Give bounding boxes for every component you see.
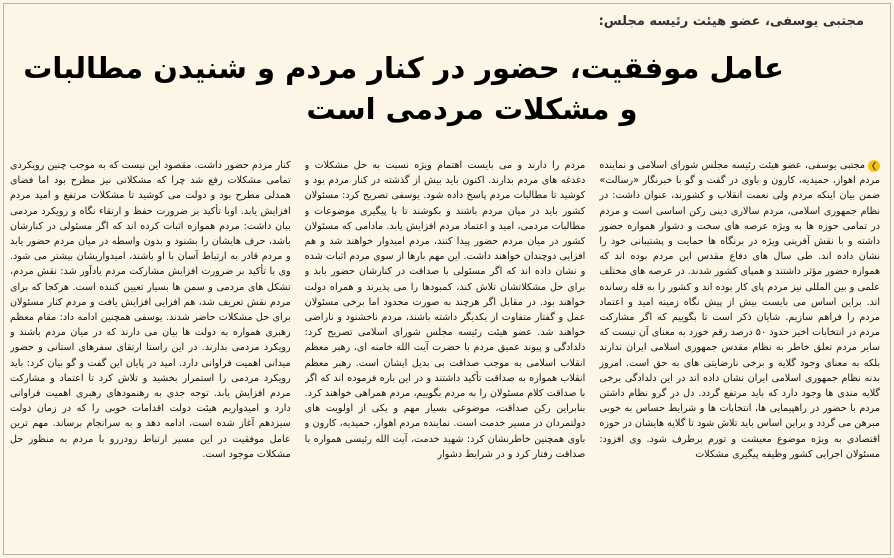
headline-line-1: عامل موفقیت، حضور در کنار مردم و شنیدن مطالبات [23, 51, 784, 85]
article-kicker: مجتبی یوسفی، عضو هیئت رئیسه مجلس: [598, 14, 864, 29]
column-3-text: کنار مردم حضور داشت. مقصود این نیست که به موجب چنین رویکردی تمامی مشکلات رفع شد چرا که مشکلاتی نیز مطرح بود اما فضای همدلی مطرح بود و دولت می کوشید تا مشکلات مرتفع و امید مردم افزایش یابد. اوبا تأکید بر ضرورت حفظ و ارتقاء نگاه و رویکرد مردمی بیان داشت: مردم همواره اثبات کرده اند که اگر مسئولی در کنارشان باشد، حرف هایشان را بشنود و بدون واسطه در میان مردم حضور یابد و مردم قادر به ارتباط آسان با او باشند، امیدواریشان بیشتر می شود. وی با تأکید بر ضرورت افزایش مشارکت مردم یادآور شد: نقش مردم، تشکل های مردمی و سمن ها بسیار تعیین کننده است. هرکجا که برای مردم نقش تعریف شد، هم افزایی افزایش یافت و مردم کنار مسئولان برای حل مشکلات حاضر شدند. یوسفی همچنین ادامه داد: مقام معظم رهبری همواره به دولت ها بیان می دارند که در میان مردم باشند و رویکرد مردمی بدارند. در این راستا ارتقای سفرهای استانی و حضور میدانی اهمیت فراوانی دارد. امید در پایان این گفت و گو بیان کرد: باید رویکرد مردمی را استمرار بخشید و تلاش کرد تا اعتماد و مشارکت مردم افزایش یابد. توجه جدی به رهنمودهای رهبری اهمیت فراوانی دارد و امیدواریم هیئت دولت اقدامات خوبی را که در زمان دولت سیزدهم آغاز شده است، ادامه دهد و به سرانجام برساند. مهم ترین عامل موفقیت در این مسیر ارتباط رودررو با مردم به منظور حل مشکلات موجود است. [9, 160, 291, 460]
body-column-3 [10, 158, 291, 552]
article-headline [23, 48, 784, 130]
column-1-text: مجتبی یوسفی، عضو هیئت رئیسه مجلس شورای اسلامی و نماینده مردم اهواز، حمیدیه، کارون و باوی در گفت و گو با خبرنگار «رسالت» ضمن بیان اینکه مردم ولی نعمت انقلاب و کشورند، عنوان داشت: در نظام جمهوری اسلامی، مردم سالاری دینی رکن اساسی است و مردم در تمامی حوزه ها به ویژه عرصه های سخت و دشوار همواره حضور داشته و با نقش آفرینی ویژه در برنگاه ها حمایت و پشتیبانی خود را نشان داده اند. طی سال های دفاع مقدس این مردم بوده اند که همواره حضور مؤثر داشتند و همپای کشور شدند. در عرصه های مختلف علمی و بین المللی نیز مردم پای کار بوده اند و کشور را به قله رسانده اند. براین اساس می بایست بیش از پیش نگاه زمینه امید و اعتماد مردم را فراهم سازیم. شایان ذکر است تا بگوییم که اگر مشارکت مردم در انتخابات اخیر حدود ۵۰ درصد رقم خورد به معنای آن نیست که سایر مردم تعلق خاطر به نظام مقدس جمهوری اسلامی ایران ندارند بلکه به معنای وجود گلایه و برخی نارضایتی های به حق است. امروز بدنه نظام جمهوری اسلامی ایران نشان داده اند در این دلدادگی برخی گلایه مندی ها وجود دارد که باید مرتفع گردد. دل در گرو نظام داشتن مردم با حضور در راهپیمایی ها، انتخابات ها و شرایط حساس به خوبی مبرهن می گردد و براین اساس باید تلاش شود تا گلایه هایشان در حوزه اقتصادی به ویژه موضوع معیشت و تورم برطرف شود. وی افزود: مسئولان اجرایی کشور وظیفه پیگیری مشکلات [599, 160, 880, 460]
column-2-text: مردم را دارند و می بایست اهتمام ویژه نسبت به حل مشکلات و دغدغه های مردم بدارند. اکنون باید بیش از گذشته در کنار مردم بود و کوشید تا مطالبات مردم پاسخ داده شود. یوسفی تصریح کرد: مسئولان کشور باید در میان مردم باشند و بکوشند تا با پیگیری موضوعات و مطالبات مردمی، امید و اعتماد مردم افزایش یابد. مادامی که مسئولان کشور در میان مردم حضور پیدا کنند، مردم امیدوار خواهند شد و هم افزایی دوچندان خواهند داشت. این مهم بارها از سوی مردم اثبات شده و نشان داده اند که اگر مسئولی با صداقت در کنارشان حضور یابد و برای حل مشکلاتشان تلاش کند، کمبودها را می پذیرند و همراه دولت خواهند بود. در مقابل اگر هرچند به صورت محدود اما برخی مسئولان عمل و گفتار متفاوت از یکدیگر داشته باشند، مردم ناخشنود و ناراضی خواهند شد. عضو هیئت رئیسه مجلس شورای اسلامی تصریح کرد: دلدادگی و پیوند عمیق مردم با حضرت آیت الله خامنه ای، رهبر معظم انقلاب اسلامی به موجب صداقت بی بدیل ایشان است. رهبر معظم انقلاب همواره به صداقت تأکید داشتند و در این باره فرموده اند که اگر با صداقت کلام مسئولان را به مردم بگوییم، مردم همراهی خواهند کرد. بنابراین رکن صداقت، موضوعی بسیار مهم و یکی از اولویت های دولتمردان در مسیر خدمت است. نماینده مردم اهواز، حمیدیه، کارون و باوی همچنین خاطرنشان کرد: شهید خدمت، آیت الله رئیسی همواره با صداقت رفتار کرد و در شرایط دشوار [304, 160, 586, 460]
body-column-1 [599, 158, 880, 552]
quote-marker-icon: ❯ [868, 160, 880, 172]
headline-line-2: و مشکلات مردمی است [306, 92, 638, 126]
article-body [10, 158, 880, 552]
body-column-2 [305, 158, 586, 552]
